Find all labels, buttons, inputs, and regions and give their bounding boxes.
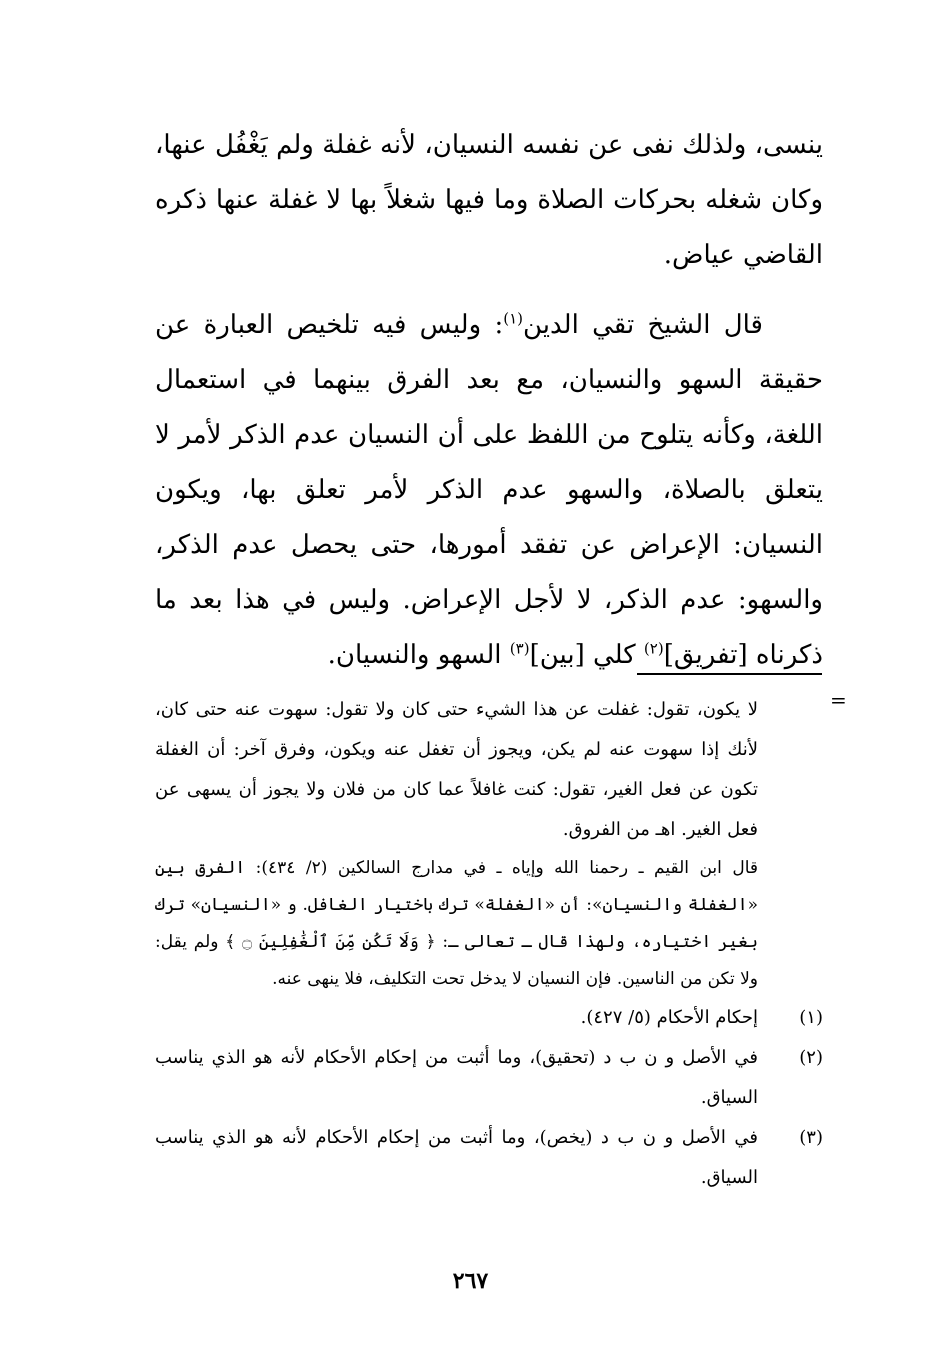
paragraph-2-part-b: : وليس فيه تلخيص العبارة عن حقيقة السهو والنسيان، مع بعد الفرق بينهما في استعمال اللغة، وكأنه يتلوح من اللفظ على أن النسيان عدم الذكر لأمر لا يتعلق بالصلاة، والسهو عدم الذكر لأمر تعلق بها، ويكون النسيان: الإعراض عن تفقد أمورها، حتى يحصل عدم الذكر، والسهو: عدم الذكر، لا لأجل الإعراض. وليس في هذا بعد ما ذكرناه [تفريق] <box>155 310 823 670</box>
footnote-text: في الأصل و ن ب د (تحقيق)، وما أثبت من إحكام الأحكام لأنه هو الذي يناسب السياق. <box>155 1047 758 1108</box>
page-number: ٢٦٧ <box>452 1268 489 1294</box>
footnote-continuation-1: لا يكون، تقول: غفلت عن هذا الشيء حتى كان ولا تقول: سهوت عنه حتى كان، لأنك إذا سهوت عنه لم يكن، ويجوز أن تغفل عنه ويكون، وفرق آخر: أن الغفلة تكون عن فعل الغير، تقول: كنت غافلاً عما كان من فلان ولا يجوز أن يسهى عن فعل الغير. اهـ من الفروق. <box>155 699 758 840</box>
footnotes <box>155 690 823 1198</box>
footnote-continuation-mark: = <box>830 688 847 712</box>
footnote-number: (١) <box>799 1007 823 1028</box>
footnote-ref-2: (٢) <box>643 639 664 658</box>
footnote-text: في الأصل و ن ب د (يخص)، وما أثبت من إحكام الأحكام لأنه هو الذي يناسب السياق. <box>155 1127 758 1188</box>
footnote-2 <box>155 1038 823 1118</box>
footnote-ref-3: (٣) <box>509 639 530 658</box>
footnote-ref-1: (١) <box>503 309 523 328</box>
footnote-continuation-2: قال ابن القيم ـ رحمنا الله وإياه ـ في مدارج السالكين (٢/ ٤٣٤): الفرق بين «الغفلة والنسيان»: أن «الغفلة» ترك باختيار الغافل. و «النسيان» ترك بغير اختياره، ولهذا قال ـ تعالى ـ: ﴿ وَلَا تَكُن مِّنَ ٱلْغَٰفِلِينَ ۝ ﴾ ولم يقل: ولا تكن من الناسين. فإن النسيان لا يدخل تحت التكليف، فلا ينهى عنه. <box>155 858 759 989</box>
paragraph-2-part-d: السهو والنسيان. <box>327 640 510 670</box>
paragraph-1: ينسى، ولذلك نفى عن نفسه النسيان، لأنه غفلة ولم يَغْفُل عنها، وكان شغله بحركات الصلاة وما فيها شغلاً بها لا غفلة عنها ذكره القاضي عياض. <box>155 130 823 270</box>
footnote-number: (٣) <box>799 1127 823 1148</box>
footnote-3 <box>155 1118 823 1198</box>
paragraph-2-part-a: قال الشيخ تقي الدين <box>523 310 763 340</box>
footnote-number: (٢) <box>799 1047 823 1068</box>
footnote-1 <box>155 998 823 1038</box>
paragraph-2-part-c: كلي [بين] <box>529 640 644 670</box>
footnote-separator <box>637 673 822 675</box>
main-text <box>155 118 823 683</box>
footnote-text: إحكام الأحكام (٥/ ٤٢٧). <box>580 1007 758 1028</box>
paragraph-2 <box>155 298 823 683</box>
